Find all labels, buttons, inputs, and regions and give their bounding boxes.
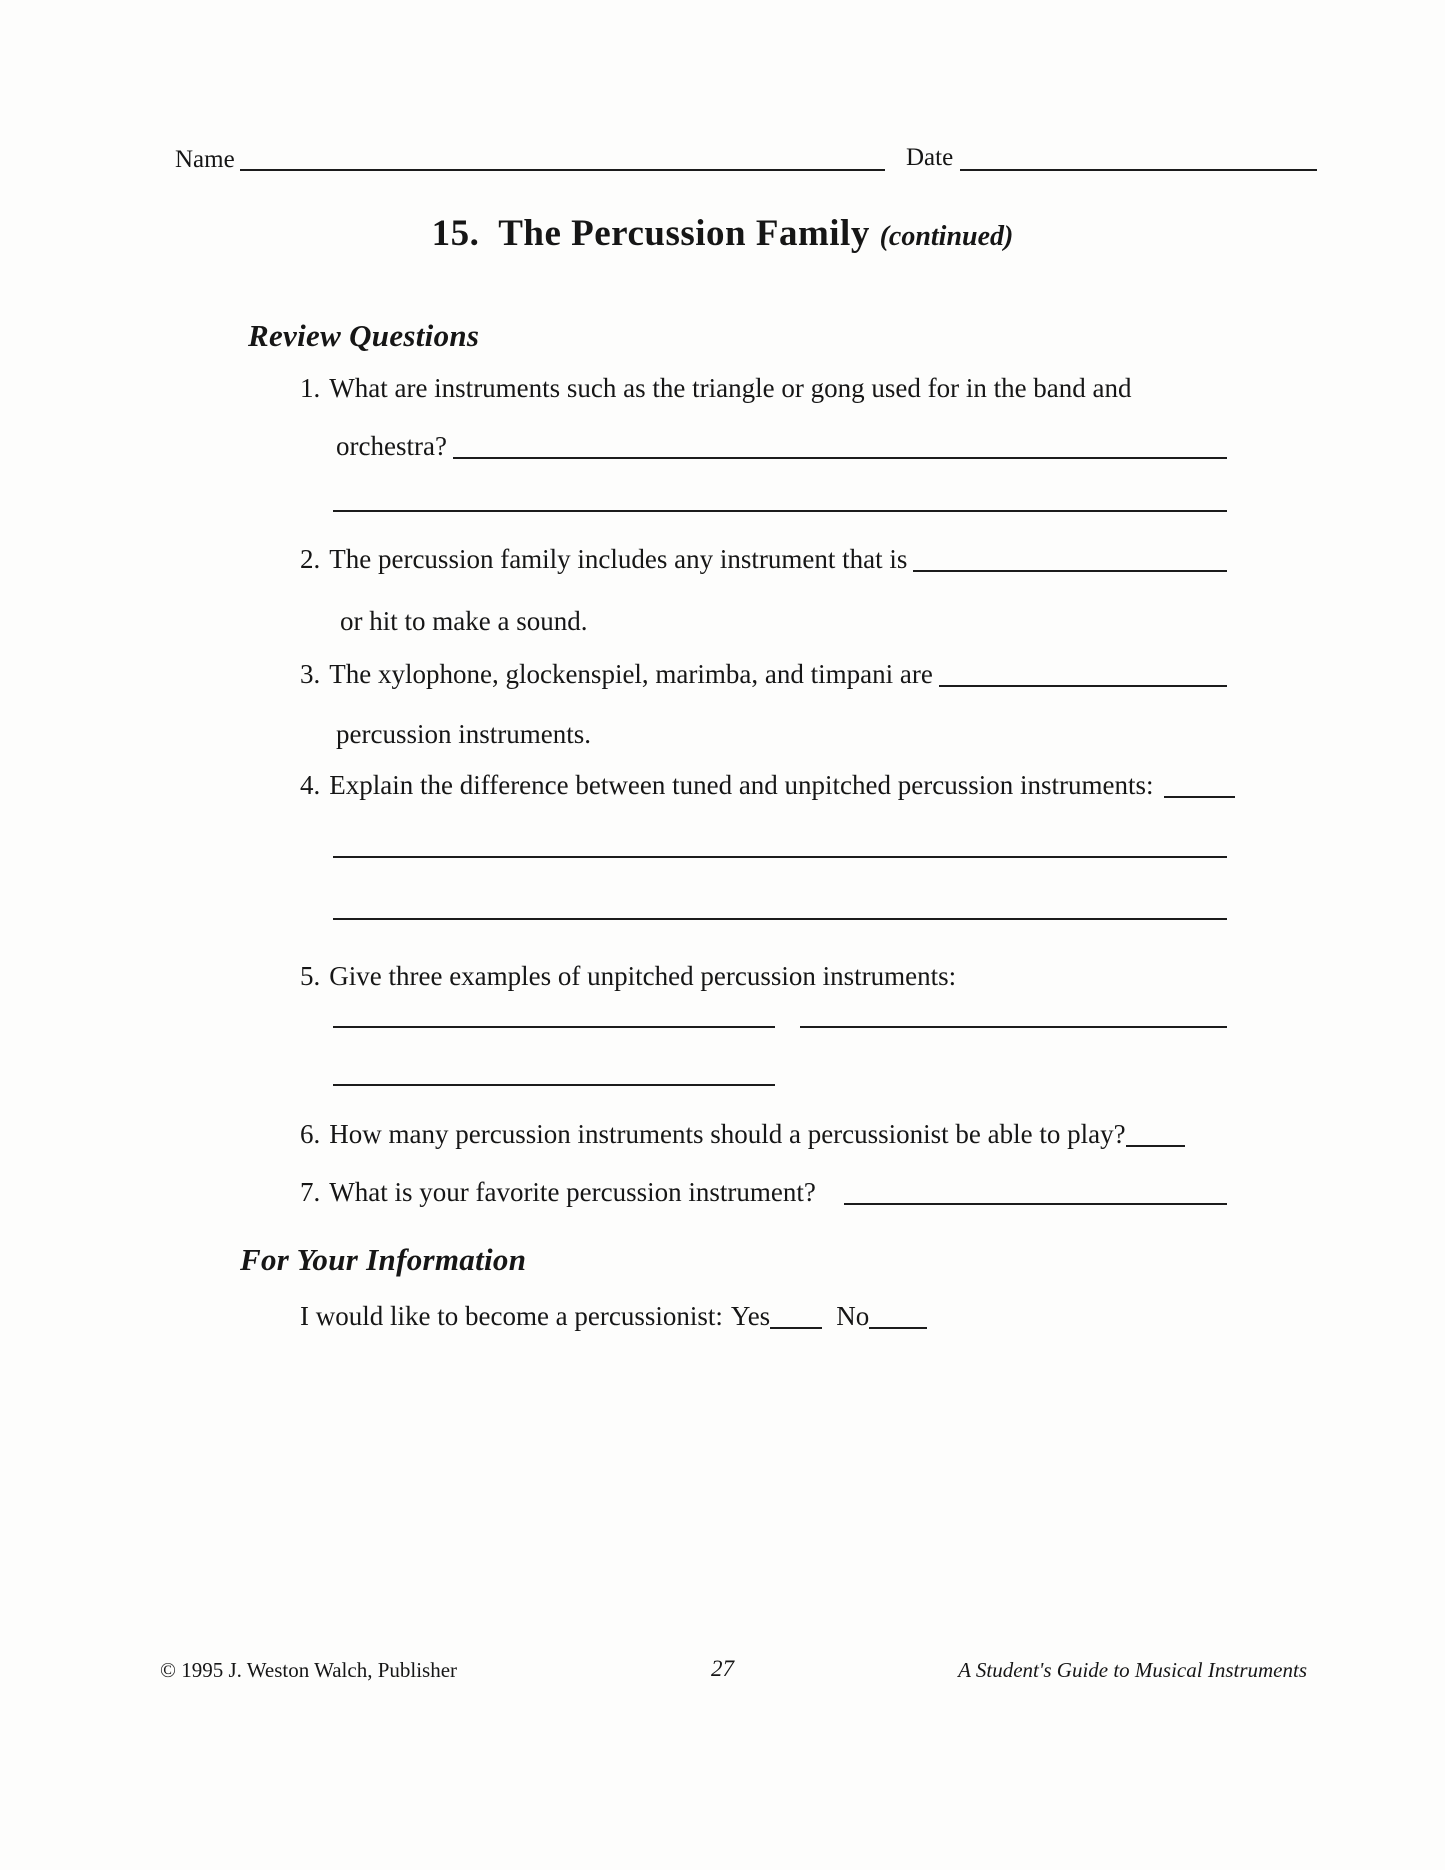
section-heading-fyi: For Your Information bbox=[240, 1242, 527, 1277]
question-5-text: Give three examples of unpitched percussion instruments: bbox=[329, 961, 957, 991]
answer-line bbox=[333, 1084, 775, 1086]
question-7-text: What is your favorite percussion instrument? bbox=[329, 1177, 816, 1207]
title-number: 15. bbox=[431, 213, 480, 254]
footer-page-number: 27 bbox=[711, 1656, 734, 1681]
question-5-line-1 bbox=[300, 960, 956, 993]
question-2-number: 2. bbox=[300, 544, 321, 574]
section-heading-review: Review Questions bbox=[248, 318, 480, 353]
answer-line bbox=[1164, 796, 1235, 798]
answer-line bbox=[1126, 1145, 1185, 1147]
question-7-line-1 bbox=[300, 1176, 1227, 1209]
question-7-number: 7. bbox=[300, 1177, 321, 1207]
answer-line bbox=[453, 457, 1227, 459]
question-2-line-1 bbox=[300, 543, 1227, 576]
title-continued: (continued) bbox=[879, 221, 1014, 252]
question-1-line-1 bbox=[300, 372, 1132, 405]
question-6-text: How many percussion instruments should a percussionist be able to play? bbox=[329, 1119, 1126, 1149]
page-title bbox=[0, 212, 1445, 255]
answer-line bbox=[333, 510, 1227, 512]
yes-blank-line bbox=[770, 1327, 822, 1329]
name-label: Name bbox=[175, 146, 235, 173]
question-2-text-cont: or hit to make a sound. bbox=[340, 606, 588, 636]
name-blank-line bbox=[240, 169, 885, 171]
fyi-statement: I would like to become a percussionist: bbox=[300, 1301, 723, 1331]
question-4-number: 4. bbox=[300, 770, 321, 800]
answer-line bbox=[800, 1026, 1227, 1028]
date-blank-line bbox=[960, 169, 1317, 171]
question-1-number: 1. bbox=[300, 373, 321, 403]
question-3-line-1 bbox=[300, 658, 1227, 691]
question-3-number: 3. bbox=[300, 659, 321, 689]
question-6-line-1 bbox=[300, 1118, 1185, 1151]
question-3-text-cont: percussion instruments. bbox=[336, 719, 591, 749]
answer-line bbox=[333, 918, 1227, 920]
fyi-statement-row bbox=[300, 1300, 927, 1333]
question-3-text: The xylophone, glockenspiel, marimba, and timpani are bbox=[329, 659, 933, 689]
answer-line bbox=[333, 1026, 775, 1028]
question-3-line-2 bbox=[336, 718, 591, 751]
footer-copyright: © 1995 J. Weston Walch, Publisher bbox=[160, 1658, 458, 1682]
question-2-text: The percussion family includes any instrument that is bbox=[329, 544, 908, 574]
question-1-text-cont: orchestra? bbox=[336, 431, 447, 461]
title-main: The Percussion Family bbox=[498, 213, 870, 254]
question-5-number: 5. bbox=[300, 961, 321, 991]
question-1-line-2 bbox=[336, 430, 1227, 463]
yes-label: Yes bbox=[730, 1301, 771, 1331]
answer-line bbox=[844, 1203, 1227, 1205]
answer-line bbox=[939, 685, 1227, 687]
question-1-text: What are instruments such as the triangle or gong used for in the band and bbox=[329, 373, 1132, 403]
question-2-line-2 bbox=[340, 605, 587, 638]
question-6-number: 6. bbox=[300, 1119, 321, 1149]
date-label: Date bbox=[906, 144, 954, 171]
answer-line bbox=[333, 856, 1227, 858]
no-blank-line bbox=[869, 1327, 927, 1329]
footer-book-title: A Student's Guide to Musical Instruments bbox=[958, 1658, 1307, 1682]
question-4-text: Explain the difference between tuned and unpitched percussion instruments: bbox=[329, 770, 1154, 800]
question-4-line-1 bbox=[300, 769, 1235, 802]
no-label: No bbox=[836, 1301, 870, 1331]
answer-line bbox=[913, 570, 1227, 572]
